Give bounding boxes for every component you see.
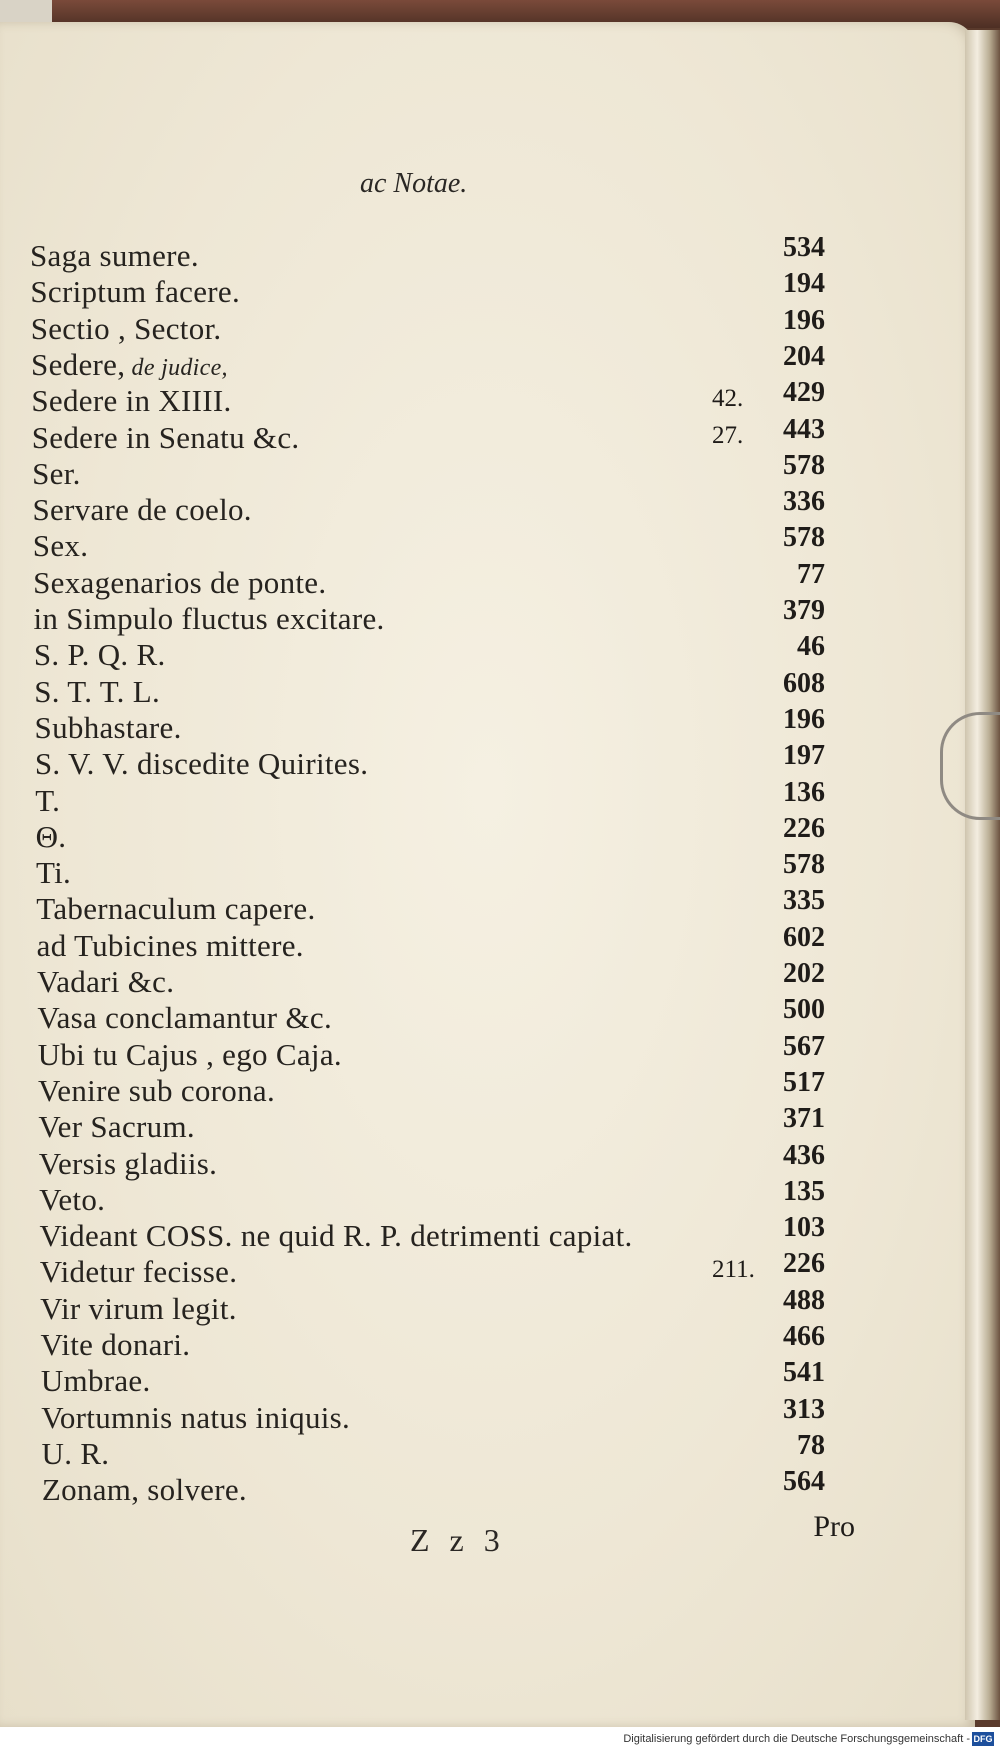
entry-term: Vadari &c. <box>37 964 175 999</box>
entry-page-number: 578 <box>783 522 825 553</box>
entry-ref: 27. <box>712 422 744 449</box>
entry-page-number: 429 <box>783 377 825 408</box>
entry-page-number: 46 <box>797 631 825 662</box>
index-entry <box>0 631 975 673</box>
entry-page-number: 336 <box>783 486 825 517</box>
entry-page-number: 578 <box>783 450 825 481</box>
entry-page-number: 602 <box>783 922 825 953</box>
entry-page-number: 313 <box>783 1394 825 1425</box>
index-entry <box>0 1321 975 1363</box>
index-entry <box>0 777 975 819</box>
entry-term-italic: de judice, <box>125 355 228 381</box>
index-entry <box>0 1357 975 1399</box>
entry-term: U. R. <box>41 1436 110 1471</box>
entry-term: Venire sub corona. <box>38 1073 276 1108</box>
entry-term: Tabernaculum capere. <box>36 891 316 926</box>
entry-page-number: 197 <box>783 740 825 771</box>
entry-page-number: 443 <box>783 414 825 445</box>
entry-page-number: 103 <box>783 1212 825 1243</box>
entry-page-number: 567 <box>783 1031 825 1062</box>
index-entry <box>0 1248 975 1290</box>
entry-page-number: 226 <box>783 1248 825 1279</box>
index-entry <box>0 377 975 419</box>
entry-term: Sedere in XIIII. <box>31 383 232 418</box>
signature-mark: Z z 3 <box>410 1522 506 1558</box>
index-entry <box>0 1466 975 1508</box>
entry-page-number: 135 <box>783 1176 825 1207</box>
entry-term: Veto. <box>39 1182 106 1217</box>
entry-term: Subhastare. <box>34 710 182 745</box>
entry-term: Vir virum legit. <box>40 1291 237 1326</box>
entry-page-number: 578 <box>783 849 825 880</box>
entry-term: Servare de coelo. <box>32 492 252 527</box>
entry-page-number: 196 <box>783 704 825 735</box>
index-entry <box>0 1430 975 1472</box>
index-entry <box>0 704 975 746</box>
index-entry <box>0 1067 975 1109</box>
entry-term: T. <box>35 783 61 818</box>
entry-page-number: 204 <box>783 341 825 372</box>
entry-term: S. V. V. discedite Quirites. <box>34 746 369 781</box>
entry-term: Zonam, solvere. <box>41 1472 247 1507</box>
index-entry <box>0 849 975 891</box>
entry-term: Scriptum facere. <box>30 274 240 309</box>
entry-ref: 42. <box>712 385 744 412</box>
entry-term: S. P. Q. R. <box>33 637 166 672</box>
index-entry <box>0 1176 975 1218</box>
entry-term: Θ. <box>35 819 67 854</box>
index-entry <box>0 958 975 1000</box>
index-entry <box>0 450 975 492</box>
entry-page-number: 500 <box>783 994 825 1025</box>
entry-term: Videant COSS. ne quid R. P. detrimenti capiat. <box>39 1218 633 1253</box>
entry-term: Sexagenarios de ponte. <box>33 565 327 600</box>
entry-term: Ubi tu Cajus , ego Caja. <box>37 1037 342 1072</box>
entry-ref: 211. <box>712 1256 755 1283</box>
entry-term: Saga sumere. <box>30 238 199 273</box>
entry-term: Sedere in Senatu &c. <box>31 420 300 455</box>
index-entry <box>0 1031 975 1073</box>
entry-term: Ser. <box>32 456 81 491</box>
entry-page-number: 608 <box>783 668 825 699</box>
index-entry <box>0 668 975 710</box>
index-entry <box>0 595 975 637</box>
index-entry <box>0 268 975 310</box>
entry-page-number: 77 <box>797 559 825 590</box>
catchword: Pro <box>813 1510 855 1543</box>
entry-page-number: 517 <box>783 1067 825 1098</box>
entry-term: Vasa conclamantur &c. <box>37 1000 332 1035</box>
index-entry <box>0 1103 975 1145</box>
index-entry <box>0 232 975 274</box>
entry-page-number: 379 <box>783 595 825 626</box>
entry-page-number: 226 <box>783 813 825 844</box>
index-entry <box>0 922 975 964</box>
running-header: ac Notae. <box>360 168 468 199</box>
entry-page-number: 541 <box>783 1357 825 1388</box>
entry-term: S. T. T. L. <box>34 674 161 709</box>
index-entry <box>0 740 975 782</box>
index-entry <box>0 414 975 456</box>
entry-term: Vite donari. <box>40 1327 191 1362</box>
index-entry <box>0 1285 975 1327</box>
entry-term: Ver Sacrum. <box>38 1109 195 1144</box>
entry-term: Videtur fecisse. <box>39 1254 238 1289</box>
entry-term: Sex. <box>32 528 89 563</box>
entry-term: in Simpulo fluctus excitare. <box>33 601 385 636</box>
index-entry <box>0 522 975 564</box>
entry-term: Sectio , Sector. <box>30 311 222 346</box>
entry-page-number: 436 <box>783 1140 825 1171</box>
entry-page-number: 136 <box>783 777 825 808</box>
index-entry <box>0 341 975 383</box>
entry-term: ad Tubicines mittere. <box>36 928 304 963</box>
index-entry <box>0 486 975 528</box>
index-entry <box>0 305 975 347</box>
entry-page-number: 466 <box>783 1321 825 1352</box>
entry-page-number: 371 <box>783 1103 825 1134</box>
index-entry <box>0 994 975 1036</box>
entry-term: Ti. <box>35 855 72 890</box>
entry-page-number: 78 <box>797 1430 825 1461</box>
entry-page-number: 488 <box>783 1285 825 1316</box>
entry-page-number: 335 <box>783 885 825 916</box>
entry-page-number: 196 <box>783 305 825 336</box>
entry-page-number: 534 <box>783 232 825 263</box>
index-entry <box>0 813 975 855</box>
dfg-logo: DFG <box>973 1734 993 1744</box>
entry-term: Sedere, de judice, <box>31 347 228 382</box>
entry-page-number: 564 <box>783 1466 825 1497</box>
index-entry <box>0 1140 975 1182</box>
index-entry <box>0 885 975 927</box>
entry-term: Umbrae. <box>40 1363 151 1398</box>
entry-page-number: 194 <box>783 268 825 299</box>
entry-page-number: 202 <box>783 958 825 989</box>
entry-term: Vortumnis natus iniquis. <box>41 1400 351 1435</box>
digitization-credit: Digitalisierung gefördert durch die Deutsche Forschungsgemeinschaft - <box>623 1733 970 1745</box>
index-entry <box>0 1394 975 1436</box>
index-entry <box>0 1212 975 1254</box>
index-entry <box>0 559 975 601</box>
entry-term: Versis gladiis. <box>38 1146 218 1181</box>
